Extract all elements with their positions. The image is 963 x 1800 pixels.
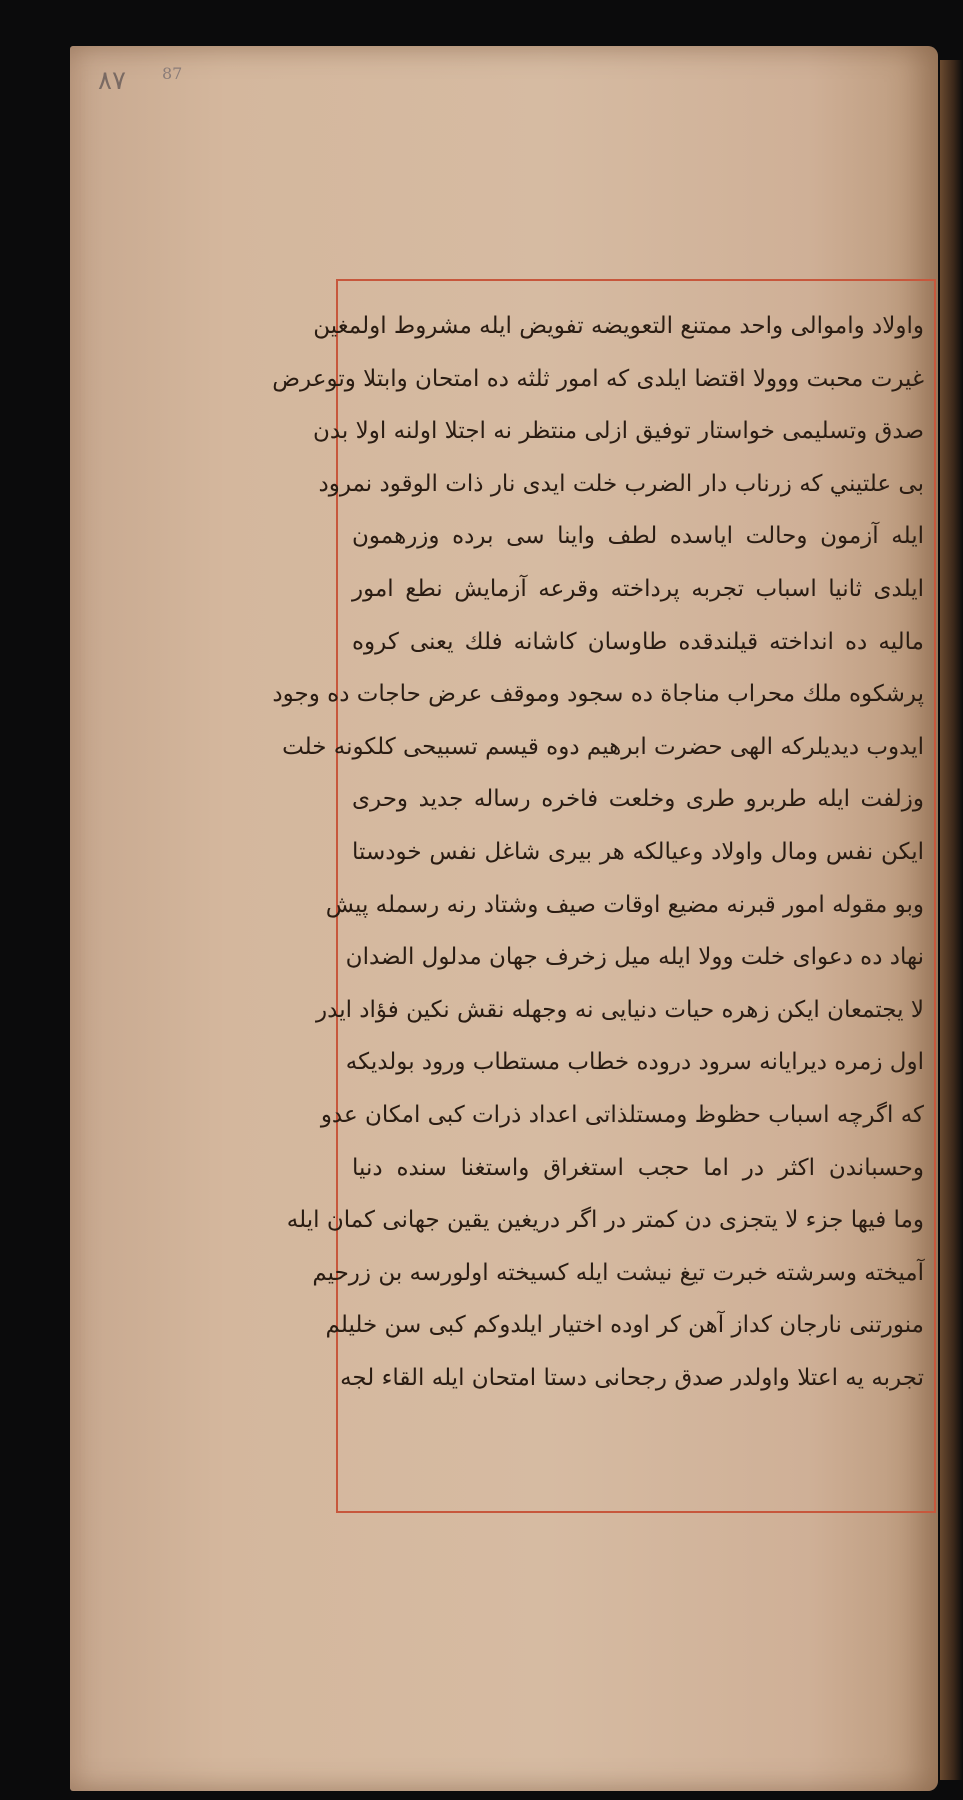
text-line: آميخته وسرشته خبرت تيغ نيشت ايله كسيخته اولورسه بن زرحيم: [312, 1259, 924, 1286]
text-line: بى علتيني كه زرناب دار الضرب خلت ايدى نار ذات الوقود نمرود: [318, 470, 924, 497]
text-line: ايدوب ديديلركه الهى حضرت ابرهيم دوه قيسم تسبيحى كلكونه خلت: [282, 733, 924, 760]
folio-number: ٨٧: [98, 66, 126, 96]
text-line: غيرت محبت ووولا اقتضا ايلدى كه امور ثلثه ده امتحان وابتلا وتوعرض: [272, 365, 924, 392]
text-line: وما فيها جزء لا يتجزى دن كمتر در اگر دريغين يقين جهانى كمان ايله: [286, 1207, 924, 1234]
text-line: كه اگرچه اسباب حظوظ ومستلذاتى اعداد ذرات كبى امكان عدو: [320, 1101, 924, 1128]
folio-pencil-number: 87: [162, 64, 183, 83]
text-line: ايله آزمون وحالت اياسده لطف واينا سى برده وزرهمون: [352, 523, 924, 550]
text-line: لا يجتمعان ايكن زهره حيات دنيايى نه وجهله نقش نكين فؤاد ايدر: [316, 996, 924, 1023]
text-line: نهاد ده دعواى خلت وولا ايله ميل زخرف جهان مدلول الضدان: [345, 944, 924, 971]
text-line: ايلدى ثانيا اسباب تجربه پرداخته وقرعه آزمايش نطع امور: [352, 575, 924, 602]
text-line: وبو مقوله امور قبرنه مضيع اوقات صيف وشتاد رنه رسمله پيش: [325, 891, 924, 918]
text-line: ايكن نفس ومال واولاد وعيالكه هر بيرى شاغل نفس خودستا: [352, 838, 924, 865]
text-line: اول زمره ديرايانه سرود دروده خطاب مستطاب ورود بولديكه: [345, 1049, 924, 1076]
text-line: ماليه ده انداخته قيلندقده طاوسان كاشانه فلك يعنى كروه: [352, 628, 924, 655]
text-line: پرشكوه ملك محراب مناجاة ده سجود وموقف عرض حاجات ده وجود: [272, 681, 924, 708]
text-line: وزلفت ايله طربرو طرى وخلعت فاخره رساله جديد وحرى: [352, 786, 924, 813]
text-line: منورتنى نارجان كداز آهن كر اوده اختيار ايلدوكم كبى سن خليلم: [325, 1312, 924, 1339]
page-edge: [940, 60, 963, 1780]
text-line: تجربه يه اعتلا واولدر صدق رجحانى دستا امتحان ايله القاء لجه: [340, 1364, 924, 1391]
text-block: [272, 300, 924, 1404]
text-line: صدق وتسليمى خواستار توفيق ازلى منتظر نه اجتلا اولنه اولا بدن: [312, 418, 924, 445]
text-line: واولاد واموالى واحد ممتنع التعويضه تفويض ايله مشروط اولمغين: [313, 313, 924, 339]
text-line: وحسباندن اكثر در اما حجب استغراق واستغنا سنده دنيا: [352, 1154, 924, 1181]
